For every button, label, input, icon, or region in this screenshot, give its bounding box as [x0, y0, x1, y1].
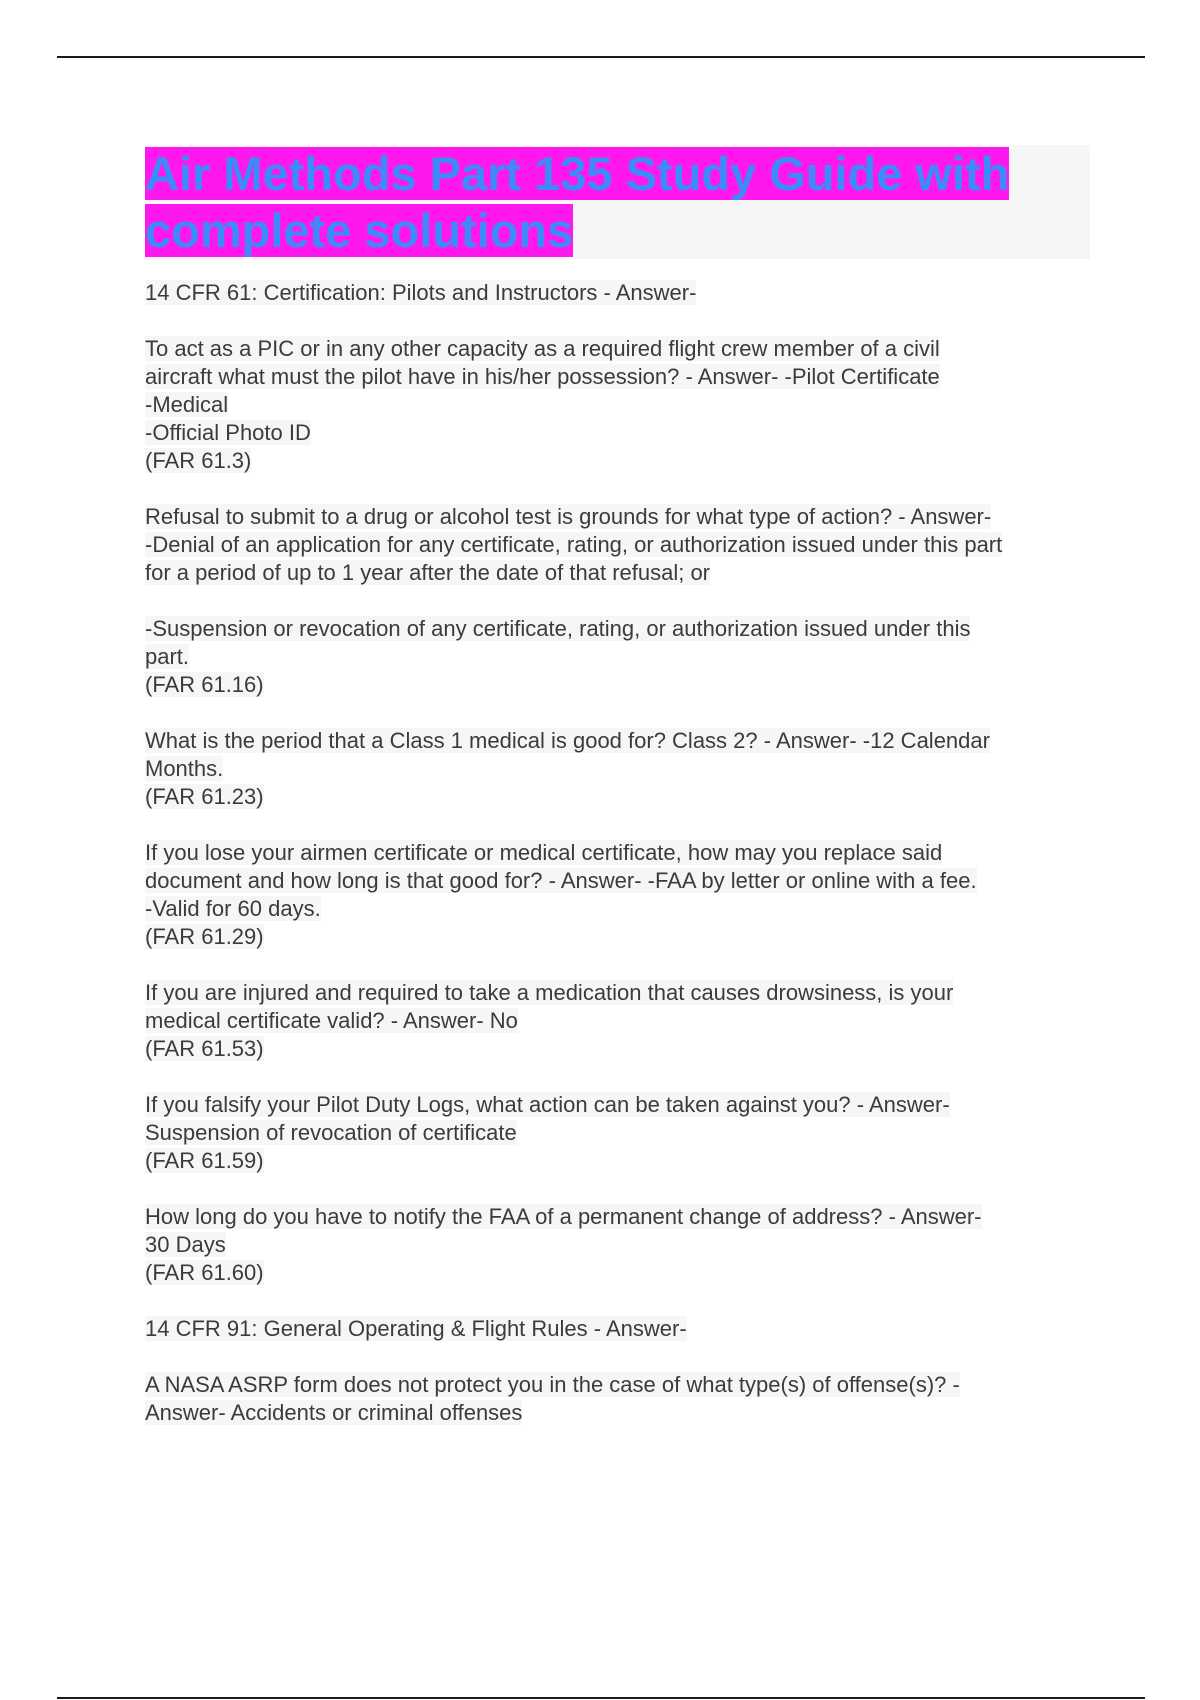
- text-line: [145, 419, 1090, 447]
- text-line: [145, 615, 1090, 643]
- text-line: [145, 1035, 1090, 1063]
- qa-block: [145, 839, 1090, 951]
- text-line-content: (FAR 61.60): [145, 1260, 264, 1285]
- text-line-content: medical certificate valid? - Answer- No: [145, 1008, 518, 1033]
- text-line-content: -Denial of an application for any certificate, rating, or authorization issued under this part: [145, 532, 1003, 557]
- qa-block: [145, 727, 1090, 811]
- text-line: [145, 839, 1090, 867]
- text-line-content: -Suspension or revocation of any certificate, rating, or authorization issued under this: [145, 616, 971, 641]
- text-line: [145, 531, 1090, 559]
- text-line-content: Refusal to submit to a drug or alcohol test is grounds for what type of action? - Answer-: [145, 504, 992, 529]
- text-line: [145, 895, 1090, 923]
- text-line: [145, 755, 1090, 783]
- text-line: [145, 1259, 1090, 1287]
- text-line: [145, 335, 1090, 363]
- qa-block: [145, 615, 1090, 699]
- qa-block: [145, 1371, 1090, 1427]
- text-line-content: If you falsify your Pilot Duty Logs, what action can be taken against you? - Answer-: [145, 1092, 950, 1117]
- text-line: [145, 867, 1090, 895]
- qa-list: [145, 279, 1090, 1427]
- qa-block: [145, 979, 1090, 1063]
- text-line: [145, 979, 1090, 1007]
- qa-block: [145, 1315, 1090, 1343]
- text-line: [145, 1119, 1090, 1147]
- text-line: [145, 727, 1090, 755]
- text-line-content: If you lose your airmen certificate or medical certificate, how may you replace said: [145, 840, 943, 865]
- text-line: [145, 1007, 1090, 1035]
- text-line: [145, 279, 1090, 307]
- text-line-content: A NASA ASRP form does not protect you in the case of what type(s) of offense(s)? -: [145, 1372, 960, 1397]
- page-content: [145, 145, 1090, 1455]
- text-line-content: (FAR 61.29): [145, 924, 264, 949]
- qa-block: [145, 335, 1090, 475]
- qa-block: [145, 503, 1090, 587]
- page-bottom-rule: [57, 1697, 1145, 1699]
- text-line-content: -Official Photo ID: [145, 420, 311, 445]
- text-line-content: What is the period that a Class 1 medical is good for? Class 2? - Answer- -12 Calendar: [145, 728, 990, 753]
- text-line-content: (FAR 61.16): [145, 672, 264, 697]
- qa-block: [145, 279, 1090, 307]
- text-line-content: If you are injured and required to take a medication that causes drowsiness, is your: [145, 980, 954, 1005]
- text-line: [145, 391, 1090, 419]
- text-line-content: To act as a PIC or in any other capacity as a required flight crew member of a civil: [145, 336, 940, 361]
- text-line-content: -Valid for 60 days.: [145, 896, 321, 921]
- text-line-content: (FAR 61.53): [145, 1036, 264, 1061]
- text-line: [145, 1399, 1090, 1427]
- text-line: [145, 923, 1090, 951]
- text-line: [145, 1091, 1090, 1119]
- text-line-content: How long do you have to notify the FAA of a permanent change of address? - Answer-: [145, 1204, 982, 1229]
- text-line-content: Suspension of revocation of certificate: [145, 1120, 517, 1145]
- text-line: [145, 503, 1090, 531]
- text-line-content: 14 CFR 61: Certification: Pilots and Instructors - Answer-: [145, 280, 697, 305]
- title-line: complete solutions: [145, 204, 574, 257]
- qa-block: [145, 1203, 1090, 1287]
- text-line: [145, 671, 1090, 699]
- document-title: [145, 145, 1090, 259]
- text-line-content: Months.: [145, 756, 224, 781]
- text-line-content: 30 Days: [145, 1232, 226, 1257]
- text-line: [145, 447, 1090, 475]
- text-line-content: part.: [145, 644, 190, 669]
- text-line-content: aircraft what must the pilot have in his/her possession? - Answer- -Pilot Certificate: [145, 364, 940, 389]
- text-line: [145, 363, 1090, 391]
- text-line-content: Answer- Accidents or criminal offenses: [145, 1400, 523, 1425]
- title-block: [145, 145, 1090, 259]
- text-line: [145, 1371, 1090, 1399]
- text-line: [145, 1231, 1090, 1259]
- text-line: [145, 643, 1090, 671]
- qa-block: [145, 1091, 1090, 1175]
- text-line-content: 14 CFR 91: General Operating & Flight Rules - Answer-: [145, 1316, 687, 1341]
- text-line-content: (FAR 61.23): [145, 784, 264, 809]
- text-line-content: (FAR 61.3): [145, 448, 252, 473]
- text-line: [145, 1315, 1090, 1343]
- page-top-rule: [57, 56, 1145, 58]
- text-line-content: -Medical: [145, 392, 229, 417]
- text-line-content: (FAR 61.59): [145, 1148, 264, 1173]
- text-line-content: document and how long is that good for? - Answer- -FAA by letter or online with a fee.: [145, 868, 977, 893]
- text-line: [145, 559, 1090, 587]
- title-line: Air Methods Part 135 Study Guide with: [145, 147, 1010, 200]
- text-line: [145, 783, 1090, 811]
- text-line: [145, 1203, 1090, 1231]
- text-line-content: for a period of up to 1 year after the date of that refusal; or: [145, 560, 711, 585]
- text-line: [145, 1147, 1090, 1175]
